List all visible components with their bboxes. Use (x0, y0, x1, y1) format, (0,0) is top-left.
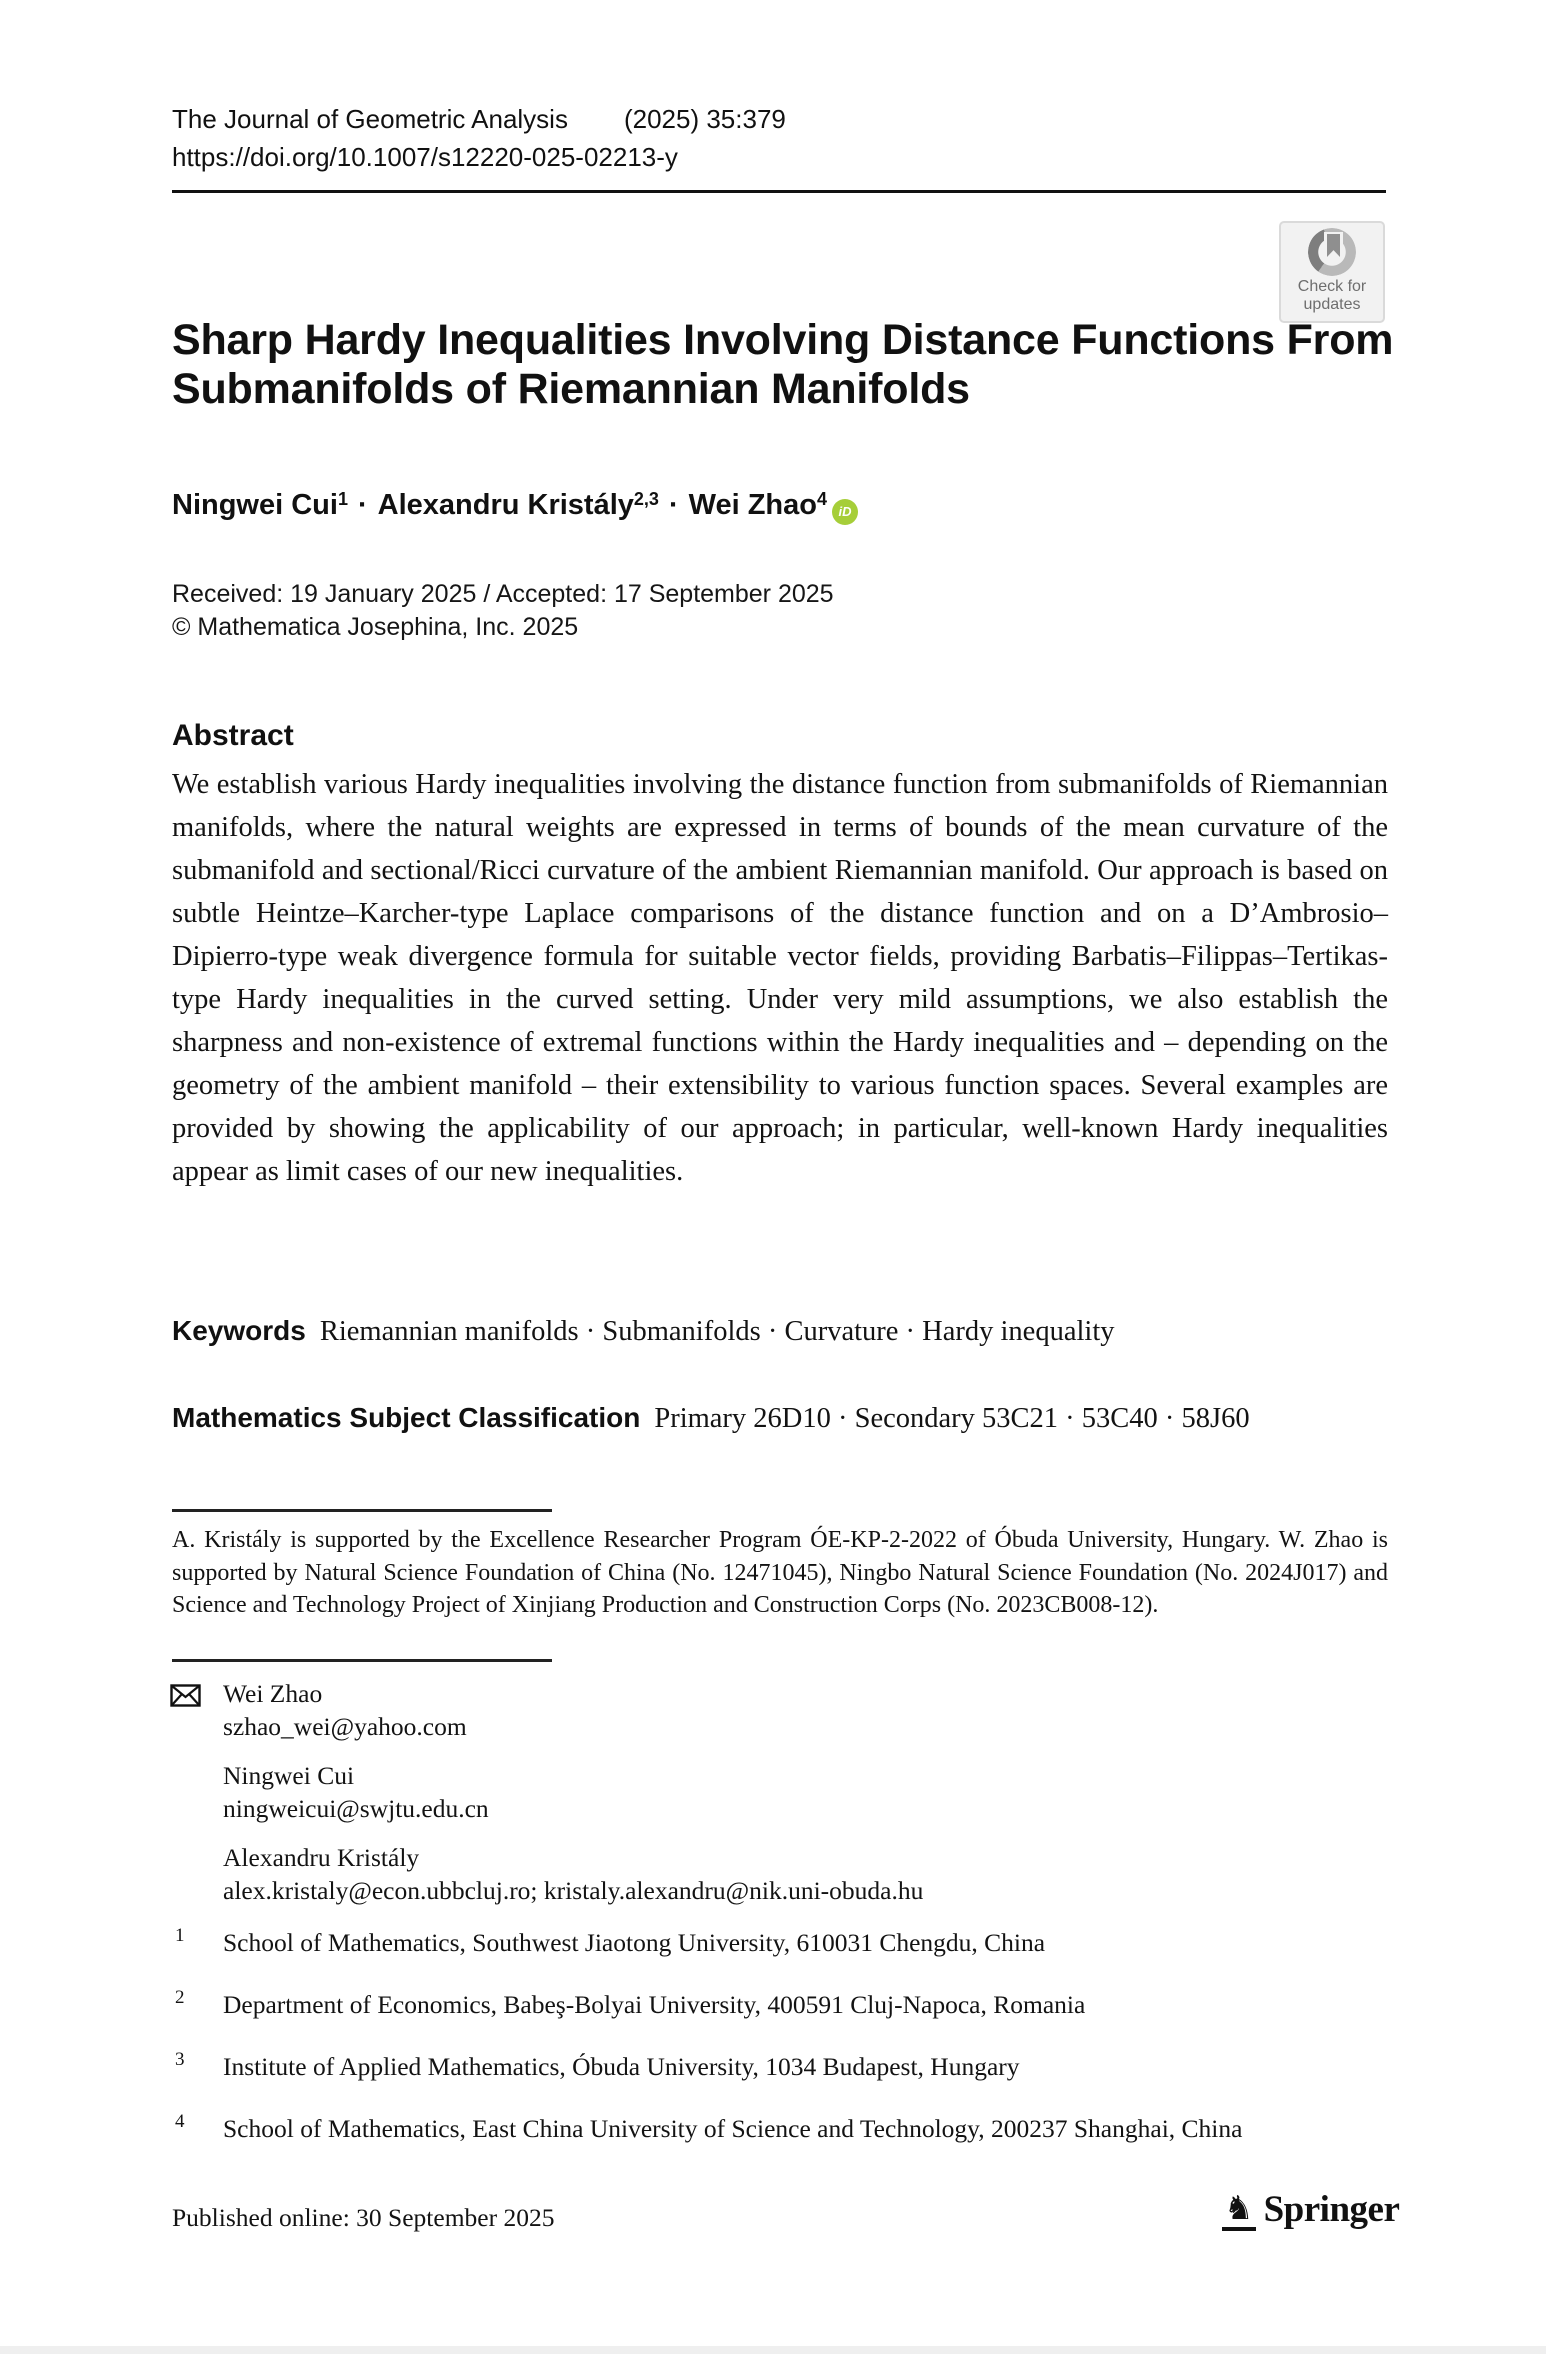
update-badge-line2: updates (1303, 296, 1361, 313)
author-affiliation-sup: 1 (337, 489, 348, 509)
author-name: Wei Zhao$^4$ (688, 489, 827, 521)
journal-title: The Journal of Geometric Analysis (172, 104, 568, 134)
affiliation-number: 3 (175, 2049, 185, 2070)
author-name: Ningwei Cui$^1$ (172, 489, 348, 521)
affiliation-row (172, 2112, 1388, 2145)
update-badge-label (1298, 278, 1366, 314)
author-list (172, 489, 858, 525)
abstract-text: We establish various Hardy inequalities involving the distance function from submanifolds of Riemannian manifolds, where the natural weights are expressed in terms of bounds of the mean curvature of the submanifold and sectional/Ricci curvature of the ambient Riemannian manifold. Our approach is based on subtle Heintze–Karcher-type Laplace comparisons of the distance function and on a D’Ambrosio–Dipierro-type weak divergence formula for suitable vector fields, providing Barbatis–Filippas–Tertikas-type Hardy inequalities in the curved setting. Under very mild assumptions, we also establish the sharpness and non-existence of extremal functions within the Hardy inequalities and – depending on the geometry of the ambient manifold – their extensibility to various function spaces. Several examples are provided by showing the applicability of our approach; in particular, well-known Hardy inequalities appear as limit cases of our new inequalities. (172, 769, 1388, 1187)
page-header (172, 104, 786, 172)
keywords-label: Keywords (172, 1315, 306, 1346)
email-envelope-icon (170, 1684, 201, 1707)
abstract-heading: Abstract (172, 719, 294, 752)
msc-value: Primary 26D10 · Secondary 53C21 · 53C40 · 58J60 (654, 1403, 1250, 1434)
contact-email[interactable]: alex.kristaly@econ.ubbcluj.ro; kristaly.alexandru@nik.uni-obuda.hu (223, 1875, 924, 1905)
correspondence-rule (172, 1659, 552, 1662)
journal-line (172, 104, 786, 134)
affiliation-number: 2 (175, 1987, 185, 2008)
author-contact-entry (223, 1760, 923, 1825)
received-accepted-line: Received: 19 January 2025 / Accepted: 17 September 2025 (172, 580, 834, 608)
springer-wordmark: Springer (1263, 2189, 1400, 2230)
author-affiliation-sup: 2,3 (633, 489, 659, 509)
orcid-icon[interactable]: iD (832, 499, 858, 525)
affiliation-row (172, 1988, 1388, 2021)
affiliation-number: 1 (175, 1925, 185, 1946)
affiliation-row (172, 2050, 1388, 2083)
keywords-line (172, 1309, 1388, 1353)
contact-email[interactable]: ningweicui@swjtu.edu.cn (223, 1793, 489, 1823)
correspondence-list (223, 1678, 923, 1924)
affiliation-text: Department of Economics, Babeş-Bolyai University, 400591 Cluj-Napoca, Romania (223, 1990, 1086, 2019)
corresponding-author-entry (223, 1678, 923, 1743)
keywords-value: Riemannian manifolds · Submanifolds · Curvature · Hardy inequality (319, 1316, 1115, 1347)
crossmark-icon (1308, 228, 1356, 276)
affiliation-number: 4 (175, 2111, 185, 2132)
affiliation-row (172, 1926, 1388, 1959)
check-for-updates-badge[interactable] (1279, 221, 1385, 323)
affiliation-text: Institute of Applied Mathematics, Óbuda University, 1034 Budapest, Hungary (223, 2052, 1020, 2081)
contact-name: Wei Zhao (223, 1679, 323, 1708)
page-bottom-edge (0, 2346, 1546, 2354)
footnote-rule (172, 1509, 552, 1512)
author-separator: · (668, 489, 679, 521)
affiliation-text: School of Mathematics, East China University of Science and Technology, 200237 Shanghai, China (223, 2114, 1243, 2143)
contact-name: Alexandru Kristály (223, 1843, 420, 1872)
author-affiliation-sup: 4 (816, 489, 827, 509)
header-rule (172, 190, 1386, 193)
msc-line (172, 1396, 1330, 1440)
contact-name: Ningwei Cui (223, 1761, 355, 1790)
journal-citation: (2025) 35:379 (623, 104, 786, 134)
published-online: Published online: 30 September 2025 (172, 2203, 555, 2232)
funding-note: A. Kristály is supported by the Excellence Researcher Program ÓE-KP-2-2022 of Óbuda University, Hungary. W. Zhao is supported by Natural Science Foundation of China (No. 12471045), Ningbo Natural Science Foundation (No. 2024J017) and Science and Technology Project of Xinjiang Production and Construction Corps (No. 2023CB008-12). (172, 1527, 1388, 1618)
author-separator: · (357, 489, 368, 521)
springer-logo (1222, 2188, 1399, 2231)
author-name: Alexandru Kristály$^{2,3}$ (377, 489, 659, 521)
affiliation-text: School of Mathematics, Southwest Jiaotong University, 610031 Chengdu, China (223, 1928, 1046, 1957)
copyright-line: © Mathematica Josephina, Inc. 2025 (172, 613, 579, 641)
springer-horse-icon: ♞ (1222, 2190, 1256, 2231)
doi-link[interactable]: https://doi.org/10.1007/s12220-025-02213-y (172, 142, 678, 172)
contact-email[interactable]: szhao_wei@yahoo.com (223, 1711, 467, 1741)
paper-title: Sharp Hardy Inequalities Involving Distance Functions From Submanifolds of Riemannian Manifolds (172, 316, 1394, 413)
affiliation-list (172, 1926, 1388, 2174)
update-badge-line1: Check for (1297, 278, 1367, 295)
msc-label: Mathematics Subject Classification (172, 1402, 641, 1433)
dates-block (172, 578, 834, 644)
author-contact-entry (223, 1842, 923, 1907)
